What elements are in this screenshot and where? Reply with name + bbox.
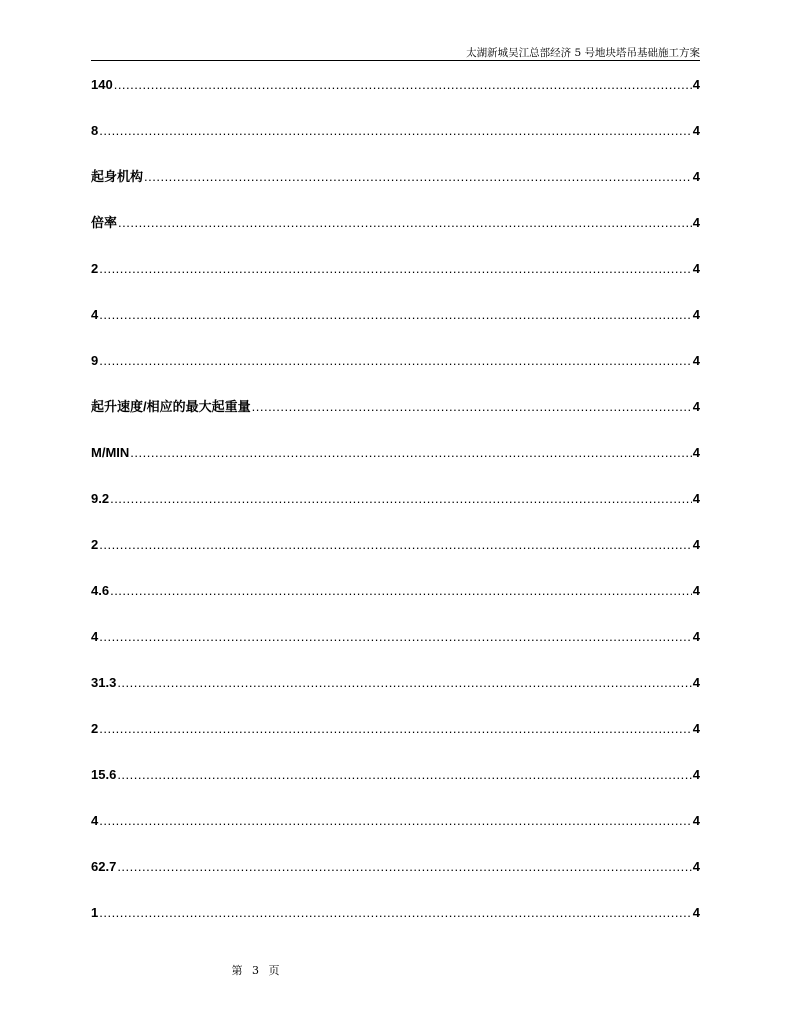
- toc-entry-label: 4: [91, 629, 99, 644]
- toc-entry-label: 2: [91, 537, 99, 552]
- toc-entry-page-number: 4: [692, 307, 700, 322]
- table-of-contents: [91, 76, 700, 950]
- toc-entry[interactable]: [91, 720, 700, 766]
- toc-entry-page-number: 4: [692, 261, 700, 276]
- toc-entry[interactable]: [91, 122, 700, 168]
- toc-dot-leader: [130, 444, 691, 462]
- toc-entry[interactable]: [91, 306, 700, 352]
- toc-dot-leader: [99, 536, 692, 554]
- toc-entry-page-number: 4: [692, 767, 700, 782]
- toc-entry-label: 15.6: [91, 767, 117, 782]
- toc-entry[interactable]: [91, 260, 700, 306]
- toc-entry[interactable]: [91, 766, 700, 812]
- toc-dot-leader: [110, 582, 692, 600]
- toc-dot-leader: [252, 398, 692, 416]
- toc-dot-leader: [99, 122, 692, 140]
- toc-dot-leader: [99, 628, 692, 646]
- toc-entry-page-number: 4: [692, 813, 700, 828]
- toc-entry-label: 2: [91, 261, 99, 276]
- toc-entry-page-number: 4: [692, 445, 700, 460]
- toc-entry-page-number: 4: [692, 537, 700, 552]
- toc-entry[interactable]: [91, 168, 700, 214]
- toc-dot-leader: [99, 904, 692, 922]
- toc-dot-leader: [118, 214, 692, 232]
- toc-entry[interactable]: [91, 214, 700, 260]
- toc-entry[interactable]: [91, 536, 700, 582]
- toc-entry-page-number: 4: [692, 629, 700, 644]
- toc-entry-label: 起升速度/相应的最大起重量: [91, 399, 251, 414]
- toc-dot-leader: [110, 490, 692, 508]
- toc-entry-page-number: 4: [692, 905, 700, 920]
- toc-entry-label: 2: [91, 721, 99, 736]
- toc-dot-leader: [117, 674, 691, 692]
- toc-entry[interactable]: [91, 76, 700, 122]
- toc-entry[interactable]: [91, 904, 700, 950]
- toc-entry[interactable]: [91, 812, 700, 858]
- toc-entry-page-number: 4: [692, 77, 700, 92]
- toc-entry-page-number: 4: [692, 583, 700, 598]
- toc-entry-label: 4.6: [91, 583, 110, 598]
- toc-entry-label: 起身机构: [91, 169, 144, 184]
- toc-entry-label: 140: [91, 77, 113, 92]
- toc-entry-page-number: 4: [692, 675, 700, 690]
- toc-entry-label: 8: [91, 123, 99, 138]
- toc-entry-page-number: 4: [692, 169, 700, 184]
- toc-entry[interactable]: [91, 490, 700, 536]
- toc-entry[interactable]: [91, 444, 700, 490]
- toc-entry[interactable]: [91, 628, 700, 674]
- toc-entry-label: 9.2: [91, 491, 110, 506]
- toc-entry[interactable]: [91, 858, 700, 904]
- toc-entry-page-number: 4: [692, 721, 700, 736]
- toc-dot-leader: [99, 352, 692, 370]
- toc-dot-leader: [99, 812, 692, 830]
- toc-entry-page-number: 4: [692, 859, 700, 874]
- toc-entry-label: M/MIN: [91, 445, 130, 460]
- toc-entry-label: 4: [91, 307, 99, 322]
- page-header-title: 太湖新城吴江总部经济 5 号地块塔吊基础施工方案: [466, 47, 700, 59]
- toc-dot-leader: [114, 76, 692, 94]
- toc-entry-page-number: 4: [692, 123, 700, 138]
- toc-entry-label: 倍率: [91, 215, 118, 230]
- toc-entry-page-number: 4: [692, 353, 700, 368]
- toc-dot-leader: [99, 720, 692, 738]
- toc-dot-leader: [117, 766, 691, 784]
- toc-dot-leader: [99, 260, 692, 278]
- toc-dot-leader: [117, 858, 691, 876]
- toc-entry-label: 9: [91, 353, 99, 368]
- toc-dot-leader: [144, 168, 692, 186]
- toc-entry[interactable]: [91, 352, 700, 398]
- toc-entry-label: 31.3: [91, 675, 117, 690]
- toc-entry-page-number: 4: [692, 215, 700, 230]
- toc-entry-page-number: 4: [692, 491, 700, 506]
- toc-entry-page-number: 4: [692, 399, 700, 414]
- toc-entry[interactable]: [91, 582, 700, 628]
- header-rule: [91, 60, 700, 61]
- toc-entry-label: 1: [91, 905, 99, 920]
- toc-entry-label: 4: [91, 813, 99, 828]
- toc-entry[interactable]: [91, 398, 700, 444]
- toc-entry-label: 62.7: [91, 859, 117, 874]
- toc-dot-leader: [99, 306, 692, 324]
- toc-entry[interactable]: [91, 674, 700, 720]
- page-footer-number: 第 3 页: [231, 964, 280, 977]
